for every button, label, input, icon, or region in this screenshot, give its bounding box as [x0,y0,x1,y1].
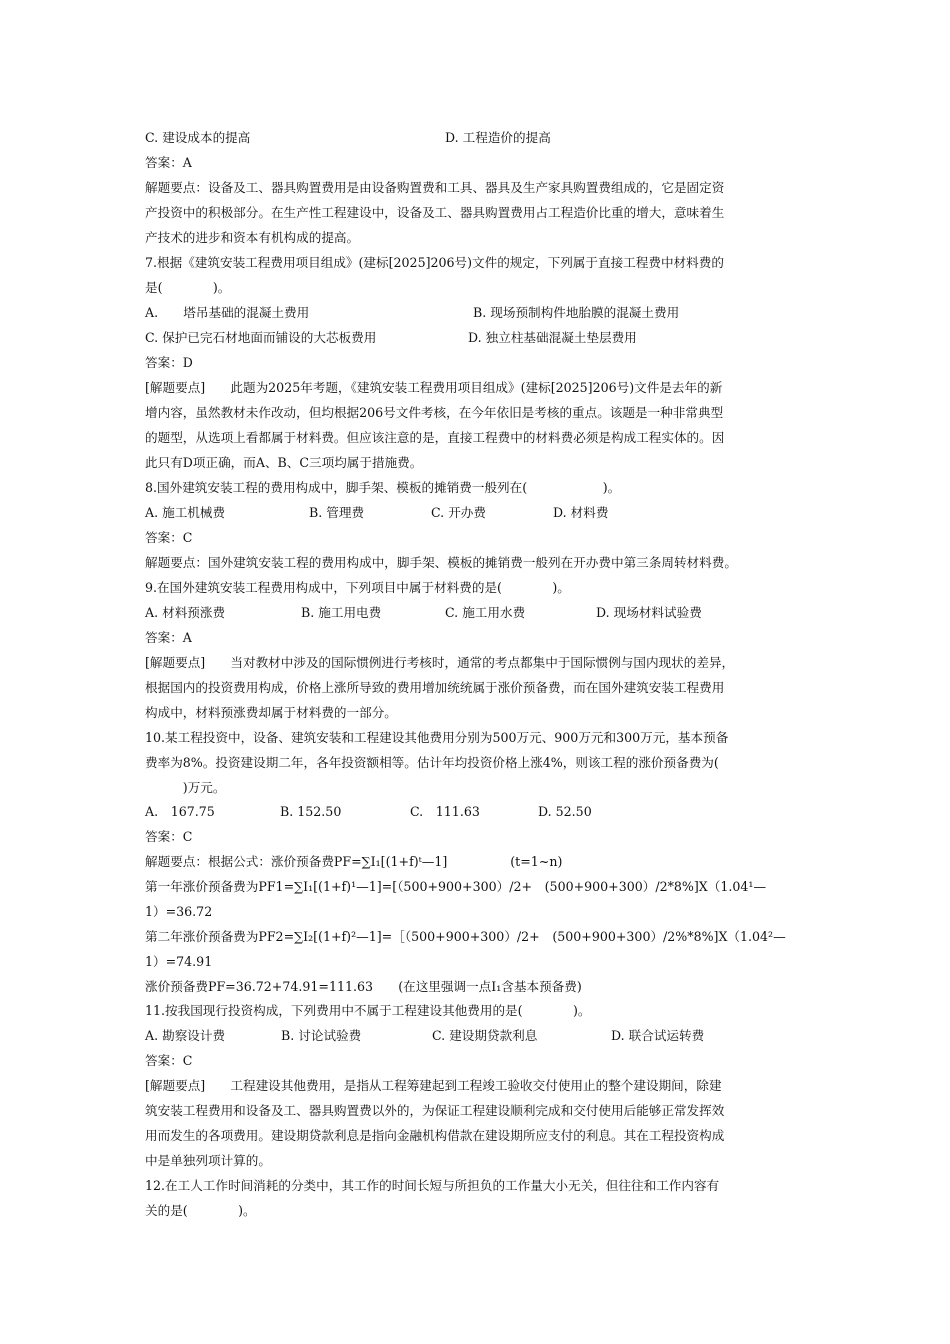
q9-question-line: 9.在国外建筑安装工程费用构成中，下列项目中属于材料费的是( )。 [145,580,570,595]
q6-explanation-line: 产投资中的积极部分。在生产性工程建设中，设备及工、器具购置费用占工程造价比重的增大，意味着生 [145,205,725,220]
q11-option-b: B. 讨论试验费 [281,1028,362,1043]
q10-option-a: A. 167.75 [145,804,215,819]
q9-explanation-line: [解题要点] 当对教材中涉及的国际惯例进行考核时，通常的考点都集中于国际惯例与国内现状的差异， [145,655,735,670]
q9-answer: 答案：A [145,630,192,645]
q8-option-d: D. 材料费 [553,505,609,520]
q11-option-c: C. 建设期贷款利息 [432,1028,538,1043]
q10-explanation-line: 1）=74.91 [145,954,213,969]
q11-explanation-line: 中是单独列项计算的。 [145,1153,271,1168]
q6-explanation-line: 解题要点：设备及工、器具购置费用是由设备购置费和工具、器具及生产家具购置费组成的，它是固定资 [145,180,725,195]
q7-option-a: A. 塔吊基础的混凝土费用 [145,305,310,320]
q8-explanation-line: 解题要点：国外建筑安装工程的费用构成中，脚手架、模板的摊销费一般列在开办费中第三条周转材料费。 [145,555,737,570]
q11-option-d: D. 联合试运转费 [611,1028,705,1043]
q7-option-b: B. 现场预制构件地胎膜的混凝土费用 [473,305,680,320]
q11-explanation-line: 筑安装工程费用和设备及工、器具购置费以外的，为保证工程建设顺利完成和交付使用后能够正常发挥效 [145,1103,725,1118]
q10-question-line: 10.某工程投资中，设备、建筑安装和工程建设其他费用分别为500万元、900万元和300万元，基本预备 [145,730,729,745]
q10-explanation-line: 解题要点：根据公式：涨价预备费PF=∑I₁[(1+f)ᵗ—1] (t=1~n) [145,854,563,869]
q7-explanation-line: [解题要点] 此题为2025年考题，《建筑安装工程费用项目组成》(建标[2025]206号)文件是去年的新 [145,380,723,395]
q11-question-line: 11.按我国现行投资构成，下列费用中不属于工程建设其他费用的是( )。 [145,1003,591,1018]
q8-option-a: A. 施工机械费 [145,505,226,520]
q10-answer: 答案：C [145,829,193,844]
q10-question-line: )万元。 [145,780,226,795]
q12-question-line: 12.在工人工作时间消耗的分类中，其工作的时间长短与所担负的工作量大小无关，但往往和工作内容有 [145,1178,720,1193]
q7-question-line: 7.根据《建筑安装工程费用项目组成》(建标[2025]206号)文件的规定，下列属于直接工程费中材料费的 [145,255,724,270]
q11-explanation-line: 用而发生的各项费用。建设期贷款利息是指向金融机构借款在建设期所应支付的利息。其在工程投资构成 [145,1128,725,1143]
q8-answer: 答案：C [145,530,193,545]
q8-option-b: B. 管理费 [309,505,365,520]
q9-explanation-line: 根据国内的投资费用构成，价格上涨所导致的费用增加统统属于涨价预备费，而在国外建筑安装工程费用 [145,680,725,695]
q7-explanation-line: 此只有D项正确，而A、B、C三项均属于措施费。 [145,455,423,470]
q6-answer: 答案：A [145,155,192,170]
q7-explanation-line: 的题型，从选项上看都属于材料费。但应该注意的是，直接工程费中的材料费必须是构成工程实体的。因 [145,430,725,445]
q8-question-line: 8.国外建筑安装工程的费用构成中，脚手架、模板的摊销费一般列在( )。 [145,480,621,495]
q6-option-c: C. 建设成本的提高 [145,130,251,145]
q7-answer: 答案：D [145,355,193,370]
q8-option-c: C. 开办费 [431,505,486,520]
q6-option-d: D. 工程造价的提高 [445,130,551,145]
q12-question-line: 关的是( )。 [145,1203,256,1218]
q9-option-c: C. 施工用水费 [445,605,526,620]
q10-explanation-line: 第一年涨价预备费为PF1=∑I₁[(1+f)¹—1]=[（500+900+300）/2+ (500+900+300）/2*8%]X（1.04¹— [145,879,767,894]
q7-option-d: D. 独立柱基础混凝土垫层费用 [468,330,637,345]
q6-explanation-line: 产技术的进步和资本有机构成的提高。 [145,230,360,245]
q11-option-a: A. 勘察设计费 [145,1028,226,1043]
q10-explanation-line: 涨价预备费PF=36.72+74.91=111.63 (在这里强调一点I₁含基本预备费) [145,979,582,994]
q10-question-line: 费率为8%。投资建设期二年，各年投资额相等。估计年均投资价格上涨4%，则该工程的涨价预备费为( [145,755,719,770]
q9-explanation-line: 构成中，材料预涨费却属于材料费的一部分。 [145,705,397,720]
q11-explanation-line: [解题要点] 工程建设其他费用，是指从工程筹建起到工程竣工验收交付使用止的整个建设期间，除建 [145,1078,722,1093]
q9-option-a: A. 材料预涨费 [145,605,226,620]
q11-answer: 答案：C [145,1053,193,1068]
q9-option-d: D. 现场材料试验费 [596,605,702,620]
q10-option-d: D. 52.50 [538,804,592,819]
q7-explanation-line: 增内容，虽然教材未作改动，但均根据206号文件考核，在今年依旧是考核的重点。该题是一种非常典型 [145,405,724,420]
q10-explanation-line: 第二年涨价预备费为PF2=∑I₂[(1+f)²—1]=［（500+900+300）/2+ (500+900+300）/2%*8%]X（1.04²— [145,929,786,944]
q7-question-line: 是( )。 [145,280,231,295]
q7-option-c: C. 保护已完石材地面而铺设的大芯板费用 [145,330,377,345]
q10-option-b: B. 152.50 [280,804,342,819]
q9-option-b: B. 施工用电费 [301,605,382,620]
q10-option-c: C. 111.63 [410,804,480,819]
q10-explanation-line: 1）=36.72 [145,904,213,919]
